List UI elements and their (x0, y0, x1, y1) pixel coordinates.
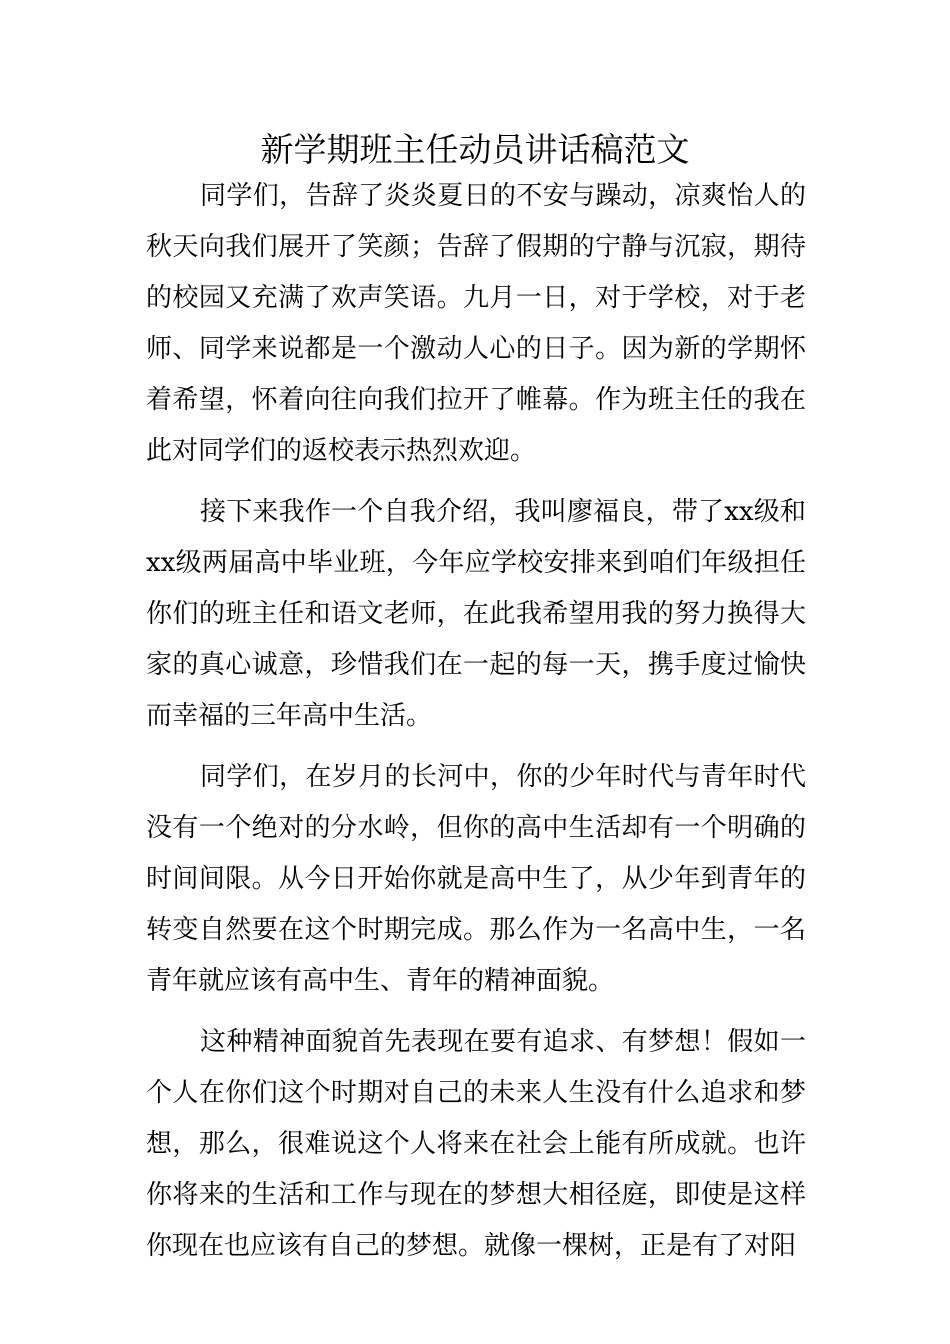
document-body (146, 171, 806, 1272)
paragraph-2: 接下来我作一个自我介绍，我叫廖福良，带了xx级和xx级两届高中毕业班，今年应学校安排来到咱们年级担任你们的班主任和语文老师，在此我希望用我的努力换得大家的真心诚意，珍惜我们在一起的每一天，携手度过愉快而幸福的三年高中生活。 (146, 497, 806, 731)
paragraph-3: 同学们，在岁月的长河中，你的少年时代与青年时代没有一个绝对的分水岭，但你的高中生活却有一个明确的时间间限。从今日开始你就是高中生了，从少年到青年的转变自然要在这个时期完成。那么作为一名高中生，一名青年就应该有高中生、青年的精神面貌。 (146, 762, 806, 996)
paragraph-1: 同学们，告辞了炎炎夏日的不安与躁动，凉爽怡人的秋天向我们展开了笑颜；告辞了假期的宁静与沉寂，期待的校园又充满了欢声笑语。九月一日，对于学校，对于老师、同学来说都是一个激动人心的日子。因为新的学期怀着希望，怀着向往向我们拉开了帷幕。作为班主任的我在此对同学们的返校表示热烈欢迎。 (146, 181, 806, 466)
document-title: 新学期班主任动员讲话稿范文 (260, 130, 690, 169)
paragraph-4: 这种精神面貌首先表现在要有追求、有梦想！假如一个人在你们这个时期对自己的未来人生没有什么追求和梦想，那么，很难说这个人将来在社会上能有所成就。也许你将来的生活和工作与现在的梦想大相径庭，即使是这样你现在也应该有自己的梦想。就像一棵树，正是有了对阳 (146, 1027, 806, 1261)
